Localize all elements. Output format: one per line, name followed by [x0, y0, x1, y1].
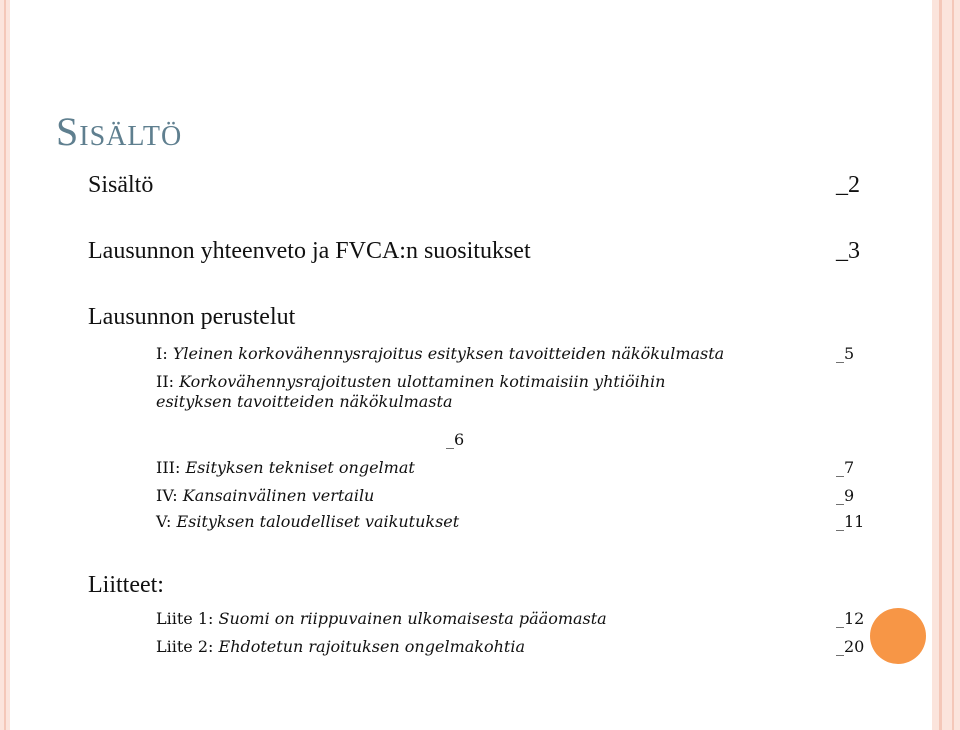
- toc-appendix-title: Suomi on riippuvainen ulkomaisesta pääomasta: [218, 609, 607, 628]
- toc-section-prefix: II:: [156, 372, 175, 391]
- toc-entry-perustelut[interactable]: [88, 304, 295, 331]
- toc-section-ii[interactable]: [156, 372, 665, 391]
- title-initial: S: [56, 109, 80, 154]
- toc-page-number: _6: [446, 430, 465, 449]
- title-rest: isältö: [79, 109, 183, 154]
- toc-page-number: _20: [836, 637, 865, 656]
- right-stripe-line: [939, 0, 942, 730]
- toc-appendix-prefix: Liite 1:: [156, 609, 214, 628]
- right-decorative-stripe: [932, 0, 960, 730]
- toc-section-v[interactable]: [156, 512, 459, 531]
- toc-section-i[interactable]: [156, 344, 724, 363]
- slide-title: [56, 108, 182, 155]
- toc-appendix-1[interactable]: [156, 609, 607, 628]
- toc-section-title: Kansainvälinen vertailu: [182, 486, 375, 505]
- toc-section-title: Yleinen korkovähennysrajoitus esityksen tavoitteiden näkökulmasta: [172, 344, 725, 363]
- toc-section-title: Esityksen tekniset ongelmat: [185, 458, 415, 477]
- toc-entry-label: Lausunnon yhteenveto ja FVCA:n suositukset: [88, 238, 531, 264]
- toc-page-number: _7: [836, 458, 855, 477]
- toc-section-title-line2: esityksen tavoitteiden näkökulmasta: [156, 392, 453, 411]
- toc-appendix-2[interactable]: [156, 637, 525, 656]
- toc-section-ii-continuation[interactable]: [156, 392, 453, 411]
- toc-section-iii[interactable]: [156, 458, 415, 477]
- toc-entry-liitteet[interactable]: [88, 572, 164, 599]
- toc-entry-label: Sisältö: [88, 172, 154, 198]
- toc-section-title-line1: Korkovähennysrajoitusten ulottaminen kotimaisiin yhtiöihin: [179, 372, 666, 391]
- toc-entry-sisalto[interactable]: [88, 172, 153, 199]
- toc-section-iv[interactable]: [156, 486, 374, 505]
- toc-entry-label: Lausunnon perustelut: [88, 304, 296, 330]
- toc-appendix-prefix: Liite 2:: [156, 637, 214, 656]
- toc-entry-label: Liitteet:: [88, 572, 164, 598]
- toc-section-prefix: V:: [156, 512, 172, 531]
- toc-section-title: Esityksen taloudelliset vaikutukset: [176, 512, 460, 531]
- toc-page-number: _3: [836, 238, 860, 264]
- toc-page-number: _5: [836, 344, 855, 363]
- toc-page-number: _12: [836, 609, 865, 628]
- toc-page-number: _9: [836, 486, 855, 505]
- toc-appendix-title: Ehdotetun rajoituksen ongelmakohtia: [218, 637, 525, 656]
- toc-page-number: _11: [836, 512, 865, 531]
- right-stripe-line: [952, 0, 954, 730]
- accent-circle: [870, 608, 926, 664]
- toc-section-prefix: IV:: [156, 486, 178, 505]
- toc-entry-yhteenveto[interactable]: [88, 238, 531, 265]
- toc-page-number: _2: [836, 172, 860, 198]
- left-stripe-line: [4, 0, 6, 730]
- toc-section-prefix: III:: [156, 458, 181, 477]
- toc-section-prefix: I:: [156, 344, 168, 363]
